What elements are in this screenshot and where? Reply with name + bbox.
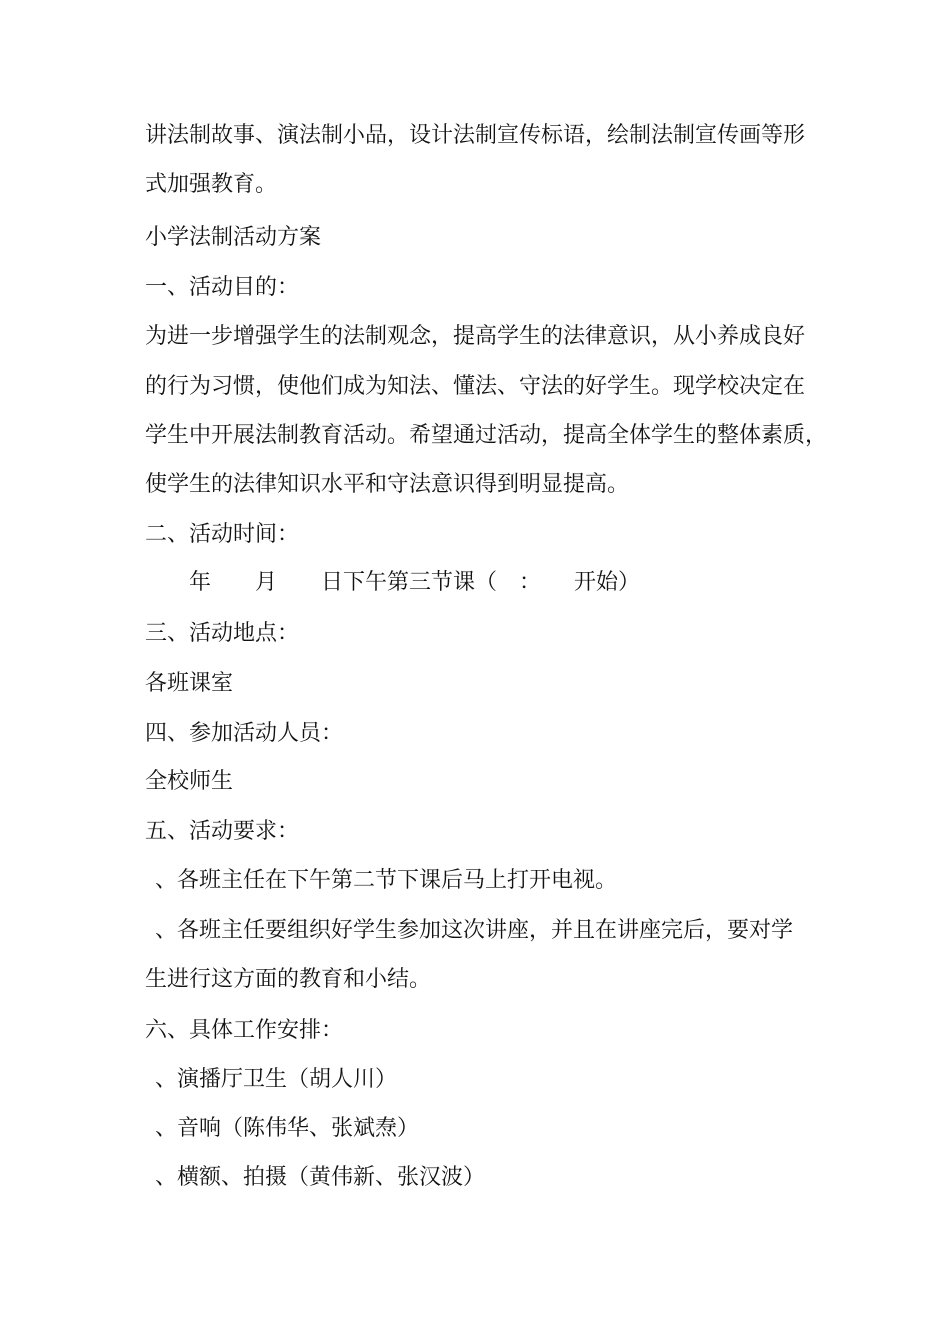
section-heading: 二、活动时间： — [145, 522, 300, 547]
list-item: 、演播厅卫生（胡人川） — [155, 1067, 398, 1092]
text-line: 的行为习惯，使他们成为知法、懂法、守法的好学生。现学校决定在 — [145, 374, 806, 399]
list-item: 、横额、拍摄（黄伟新、张汉波） — [155, 1165, 486, 1190]
section-heading: 五、活动要求： — [145, 819, 300, 844]
text-line: 各班课室 — [145, 671, 234, 696]
list-item: 、音响（陈伟华、张斌焘） — [155, 1116, 420, 1141]
text-line: 年 月 日下午第三节课（ ： 开始） — [145, 570, 641, 595]
text-line: 式加强教育。 — [145, 172, 278, 197]
list-item: 、各班主任要组织好学生参加这次讲座，并且在讲座完后，要对学 — [155, 918, 794, 943]
section-heading: 六、具体工作安排： — [145, 1018, 344, 1043]
text-line: 讲法制故事、演法制小品，设计法制宣传标语，绘制法制宣传画等形 — [145, 123, 806, 148]
section-title: 小学法制活动方案 — [145, 225, 322, 250]
text-line: 全校师生 — [145, 769, 234, 794]
text-line: 学生中开展法制教育活动。希望通过活动，提高全体学生的整体素质， — [145, 423, 828, 448]
list-item: 、各班主任在下午第二节下课后马上打开电视。 — [155, 868, 618, 893]
text-line: 生进行这方面的教育和小结。 — [145, 967, 432, 992]
section-heading: 一、活动目的： — [145, 275, 300, 300]
section-heading: 四、参加活动人员： — [145, 721, 344, 746]
text-line: 使学生的法律知识水平和守法意识得到明显提高。 — [145, 472, 630, 497]
section-heading: 三、活动地点： — [145, 621, 300, 646]
text-line: 为进一步增强学生的法制观念，提高学生的法律意识，从小养成良好 — [145, 324, 806, 349]
